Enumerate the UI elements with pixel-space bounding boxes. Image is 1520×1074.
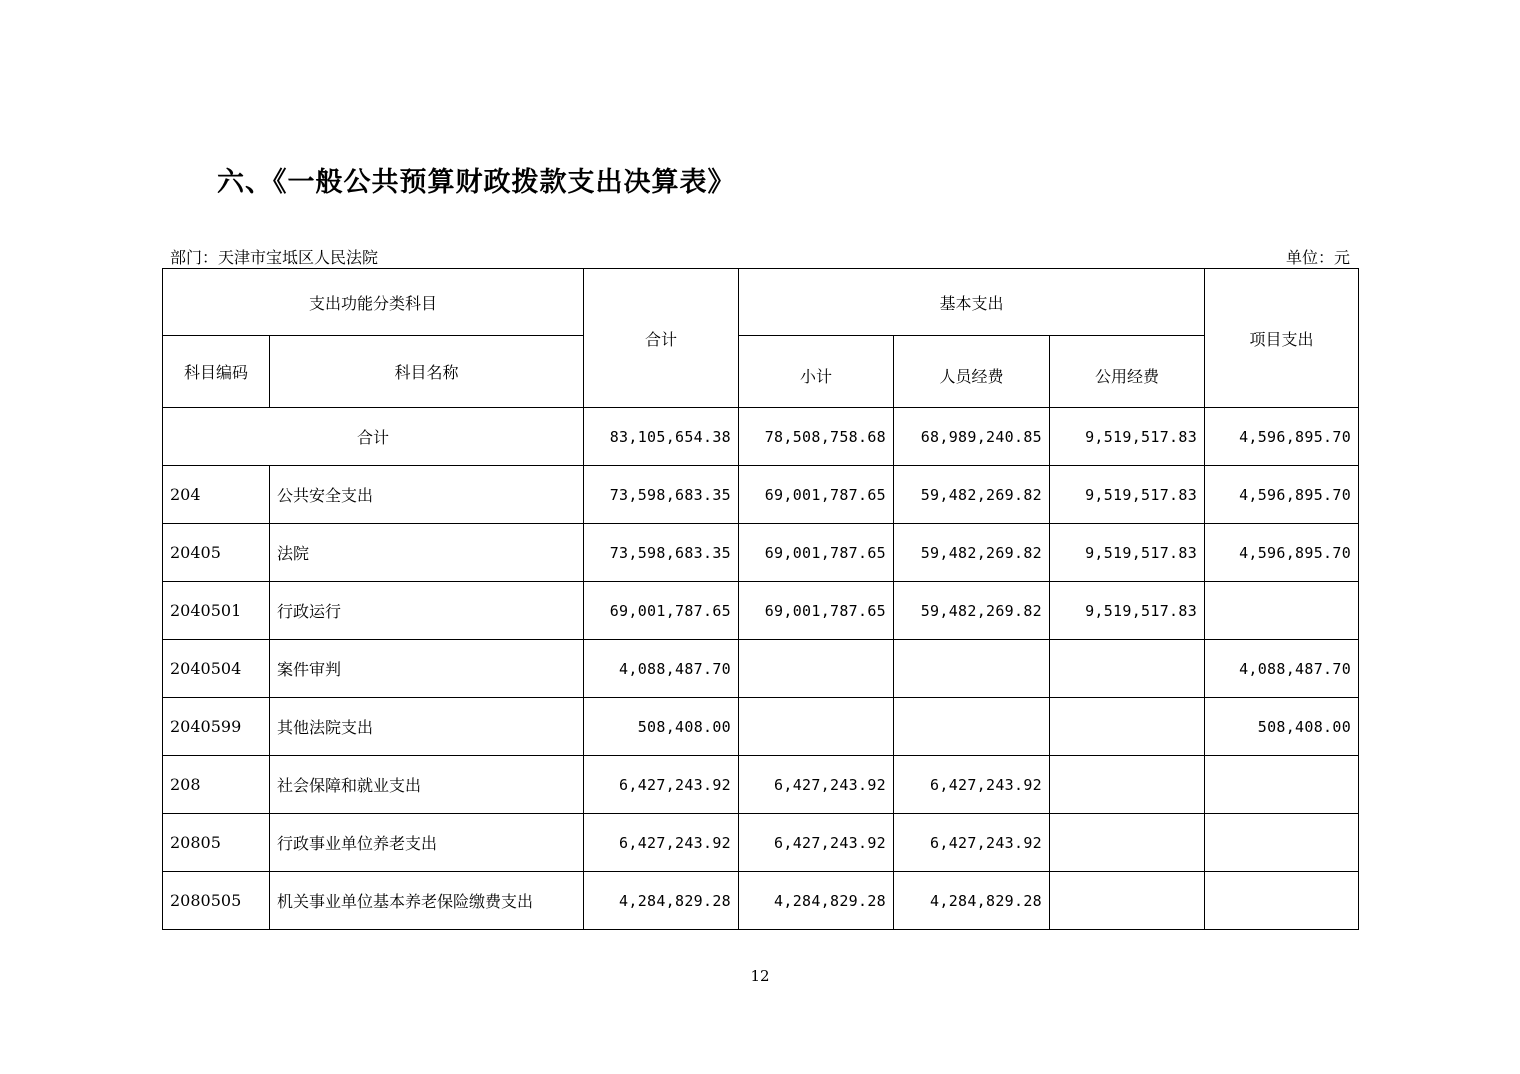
cell-name: 案件审判 (270, 640, 584, 698)
cell-name: 机关事业单位基本养老保险缴费支出 (270, 872, 584, 930)
cell-personnel (894, 640, 1050, 698)
cell-code: 20805 (163, 814, 270, 872)
cell-name: 社会保障和就业支出 (270, 756, 584, 814)
cell-code: 2040504 (163, 640, 270, 698)
cell-subtotal (739, 698, 894, 756)
cell-code: 208 (163, 756, 270, 814)
cell-code: 2040501 (163, 582, 270, 640)
cell-subtotal: 4,284,829.28 (739, 872, 894, 930)
cell-total: 508,408.00 (584, 698, 739, 756)
table-row (163, 524, 1359, 582)
cell-name: 法院 (270, 524, 584, 582)
cell-subtotal: 69,001,787.65 (739, 582, 894, 640)
cell-name: 行政运行 (270, 582, 584, 640)
cell-total: 69,001,787.65 (584, 582, 739, 640)
cell-project: 508,408.00 (1205, 698, 1359, 756)
cell-public-use (1050, 698, 1205, 756)
table-row (163, 756, 1359, 814)
table-row (163, 872, 1359, 930)
cell-personnel: 59,482,269.82 (894, 582, 1050, 640)
cell-total: 4,284,829.28 (584, 872, 739, 930)
cell-subtotal: 6,427,243.92 (739, 756, 894, 814)
total-row-total: 83,105,654.38 (584, 408, 739, 466)
cell-code: 204 (163, 466, 270, 524)
cell-personnel: 6,427,243.92 (894, 814, 1050, 872)
cell-total: 73,598,683.35 (584, 466, 739, 524)
cell-public-use (1050, 872, 1205, 930)
cell-personnel: 6,427,243.92 (894, 756, 1050, 814)
total-row-personnel: 68,989,240.85 (894, 408, 1050, 466)
table-meta (170, 245, 1350, 267)
header-row-1 (163, 269, 1359, 336)
cell-project (1205, 872, 1359, 930)
table-row (163, 640, 1359, 698)
cell-project: 4,596,895.70 (1205, 524, 1359, 582)
header-subtotal: 小计 (739, 336, 894, 408)
cell-project (1205, 814, 1359, 872)
cell-personnel (894, 698, 1050, 756)
total-row-label: 合计 (163, 408, 584, 466)
total-row-subtotal: 78,508,758.68 (739, 408, 894, 466)
cell-code: 20405 (163, 524, 270, 582)
expenditure-table (162, 268, 1359, 930)
table-row (163, 698, 1359, 756)
cell-code: 2080505 (163, 872, 270, 930)
cell-project (1205, 582, 1359, 640)
cell-name: 行政事业单位养老支出 (270, 814, 584, 872)
header-project-expenditure: 项目支出 (1205, 269, 1359, 408)
cell-public-use (1050, 640, 1205, 698)
cell-project (1205, 756, 1359, 814)
cell-subtotal: 69,001,787.65 (739, 466, 894, 524)
cell-public-use (1050, 756, 1205, 814)
cell-subtotal (739, 640, 894, 698)
cell-project: 4,596,895.70 (1205, 466, 1359, 524)
cell-personnel: 4,284,829.28 (894, 872, 1050, 930)
total-row (163, 408, 1359, 466)
table-row (163, 466, 1359, 524)
header-personnel: 人员经费 (894, 336, 1050, 408)
cell-personnel: 59,482,269.82 (894, 524, 1050, 582)
total-row-public-use: 9,519,517.83 (1050, 408, 1205, 466)
cell-total: 6,427,243.92 (584, 756, 739, 814)
header-public-use: 公用经费 (1050, 336, 1205, 408)
header-functional-category: 支出功能分类科目 (163, 269, 584, 336)
header-total: 合计 (584, 269, 739, 408)
cell-subtotal: 69,001,787.65 (739, 524, 894, 582)
table-row (163, 582, 1359, 640)
cell-total: 73,598,683.35 (584, 524, 739, 582)
header-code: 科目编码 (163, 336, 270, 408)
cell-subtotal: 6,427,243.92 (739, 814, 894, 872)
page-number: 12 (750, 967, 770, 985)
total-row-project: 4,596,895.70 (1205, 408, 1359, 466)
page-title: 六、《一般公共预算财政拨款支出决算表》 (217, 167, 736, 198)
cell-name: 其他法院支出 (270, 698, 584, 756)
header-row-2 (163, 336, 1359, 408)
header-basic-expenditure: 基本支出 (739, 269, 1205, 336)
cell-public-use: 9,519,517.83 (1050, 582, 1205, 640)
header-name: 科目名称 (270, 336, 584, 408)
cell-total: 4,088,487.70 (584, 640, 739, 698)
cell-public-use (1050, 814, 1205, 872)
cell-total: 6,427,243.92 (584, 814, 739, 872)
table-row (163, 814, 1359, 872)
cell-name: 公共安全支出 (270, 466, 584, 524)
cell-code: 2040599 (163, 698, 270, 756)
department-label: 部门：天津市宝坻区人民法院 (170, 248, 379, 267)
unit-label: 单位：元 (1285, 248, 1350, 267)
cell-personnel: 59,482,269.82 (894, 466, 1050, 524)
cell-public-use: 9,519,517.83 (1050, 466, 1205, 524)
cell-public-use: 9,519,517.83 (1050, 524, 1205, 582)
cell-project: 4,088,487.70 (1205, 640, 1359, 698)
